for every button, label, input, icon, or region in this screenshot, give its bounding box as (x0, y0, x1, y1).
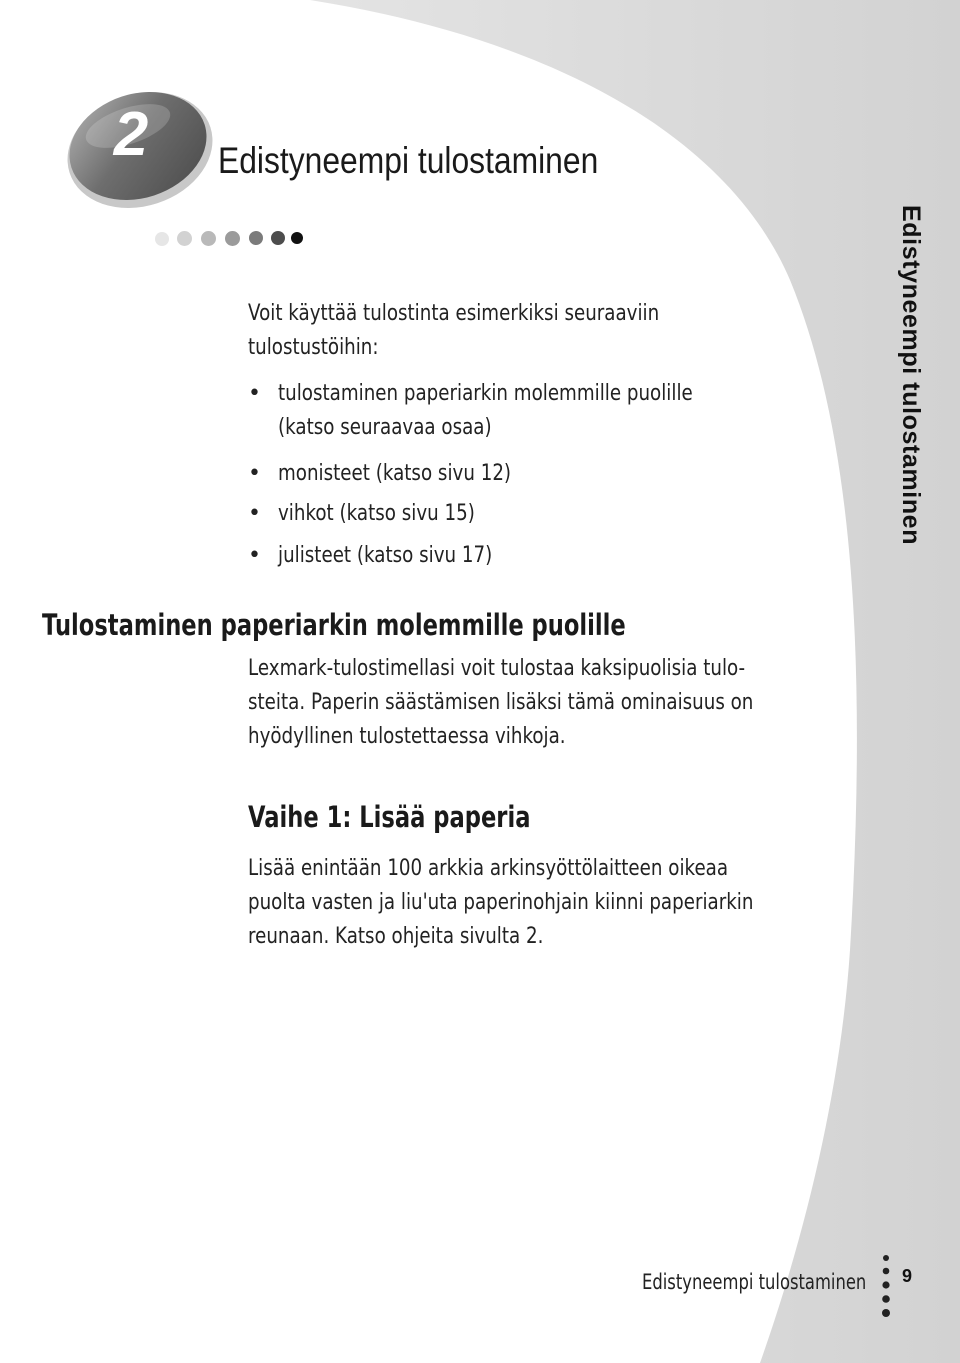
paragraph-line: hyödyllinen tulostettaessa vihkoja. (248, 724, 566, 749)
bullet-list (248, 377, 778, 579)
page-number: 9 (902, 1266, 913, 1286)
bullet-icon: • (248, 543, 261, 568)
intro-paragraph (248, 297, 659, 365)
list-item-line: tulostaminen paperiarkin molemmille puolille (278, 381, 693, 406)
chapter-number: 2 (113, 100, 149, 169)
bullet-icon: • (248, 461, 261, 486)
list-item-text: julisteet (katso sivu 17) (278, 543, 493, 568)
paragraph-line: steita. Paperin säästämisen lisäksi tämä ominaisuus on (248, 690, 754, 715)
bullet-icon: • (248, 501, 261, 526)
bullet-icon: • (248, 381, 261, 406)
list-item-text: vihkot (katso sivu 15) (278, 501, 475, 526)
footer-dots-decoration (880, 1252, 892, 1318)
side-chapter-title (896, 205, 936, 665)
paragraph-line: puolta vasten ja liu'uta paperinohjain kiinni paperiarkin (248, 890, 754, 915)
intro-line: tulostustöihin: (248, 335, 379, 360)
decorative-dot (177, 231, 192, 246)
list-item (248, 497, 778, 539)
decorative-dot (201, 231, 216, 246)
paragraph-line: Lexmark-tulostimellasi voit tulostaa kaksipuolisia tulo- (248, 656, 746, 681)
section-paragraph (248, 652, 753, 754)
section-heading: Tulostaminen paperiarkin molemmille puolille (42, 608, 626, 642)
step-heading: Vaihe 1: Lisää paperia (248, 800, 531, 834)
decorative-dot (271, 231, 285, 245)
decorative-dot (225, 231, 240, 246)
side-chapter-title-text: Edistyneempi tulostaminen (897, 205, 925, 546)
footer-chapter-title: Edistyneempi tulostaminen (642, 1270, 867, 1294)
list-item-text (278, 377, 693, 445)
intro-line: Voit käyttää tulostinta esimerkiksi seuraaviin (248, 301, 660, 326)
decorative-dot (291, 232, 303, 244)
list-item-line: (katso seuraavaa osaa) (278, 415, 492, 440)
paragraph-line: Lisää enintään 100 arkkia arkinsyöttölaitteen oikeaa (248, 856, 729, 881)
list-item (248, 457, 778, 497)
step-paragraph (248, 852, 753, 954)
list-item (248, 377, 778, 457)
list-item (248, 539, 778, 579)
decorative-dot (155, 232, 169, 246)
decorative-dot (249, 231, 263, 245)
chapter-title: Edistyneempi tulostaminen (218, 140, 599, 181)
list-item-text: monisteet (katso sivu 12) (278, 461, 512, 486)
paragraph-line: reunaan. Katso ohjeita sivulta 2. (248, 924, 544, 949)
